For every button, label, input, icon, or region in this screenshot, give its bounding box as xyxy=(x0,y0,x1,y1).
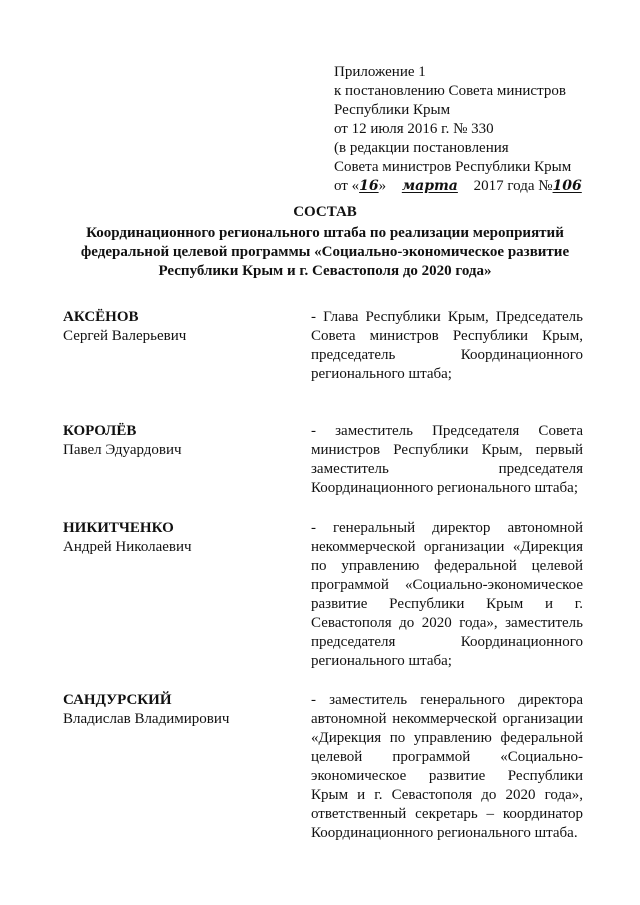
date-year: 2017 года № xyxy=(473,178,553,194)
member-surname: САНДУРСКИЙ xyxy=(63,692,172,708)
member-name xyxy=(63,308,303,346)
title-heading: СОСТАВ xyxy=(293,204,357,220)
document-title xyxy=(60,203,590,281)
member-name xyxy=(63,422,303,460)
header-line-3: Республики Крым xyxy=(334,102,451,118)
member-role: - заместитель генерального директора автономной некоммерческой организации «Дирекция по управлению федеральной целевой программой «Социально-экономическое развитие Республики Крым и г. Севастополя до 2020 года», ответственный секретарь – координатор Координационного регионального штаба. xyxy=(311,692,583,841)
member-given-name: Андрей Николаевич xyxy=(63,539,192,555)
member-surname: КОРОЛЁВ xyxy=(63,423,137,439)
member-role: - генеральный директор автономной некоммерческой организации «Дирекция по управлению федеральной целевой программой «Социально-экономическое развитие Республики Крым и г. Севастополя до 2020 года», заместитель председателя Координационного регионального штаба; xyxy=(311,520,583,669)
header-line-6: Совета министров Республики Крым xyxy=(334,159,572,175)
header-line-1: Приложение 1 xyxy=(334,64,426,80)
title-subtitle: Координационного регионального штаба по реализации мероприятий федеральной целевой программы «Социально-экономическое развитие Республики Крым и г. Севастополя до 2020 года» xyxy=(80,225,570,279)
header-line-4: от 12 июля 2016 г. № 330 xyxy=(334,121,494,137)
member-name xyxy=(63,691,303,729)
header-line-2: к постановлению Совета министров xyxy=(334,83,566,99)
member-surname: НИКИТЧЕНКО xyxy=(63,520,174,536)
member-given-name: Сергей Валерьевич xyxy=(63,328,187,344)
date-mid: » xyxy=(378,178,387,194)
handwritten-number: 106 xyxy=(552,178,582,194)
member-surname: АКСЁНОВ xyxy=(63,309,139,325)
header-date-line xyxy=(334,177,624,196)
header-line-5: (в редакции постановления xyxy=(334,140,509,156)
member-given-name: Павел Эдуардович xyxy=(63,442,182,458)
handwritten-month: марта xyxy=(401,178,458,194)
member-role: - заместитель Председателя Совета министров Республики Крым, первый заместитель председателя Координационного регионального штаба; xyxy=(311,423,583,496)
member-given-name: Владислав Владимирович xyxy=(63,711,230,727)
appendix-header xyxy=(334,63,624,196)
member-role: - Глава Республики Крым, Председатель Совета министров Республики Крым, председатель Координационного регионального штаба; xyxy=(311,309,583,382)
member-name xyxy=(63,519,303,557)
date-prefix: от « xyxy=(334,178,360,194)
handwritten-day: 16 xyxy=(359,178,379,194)
